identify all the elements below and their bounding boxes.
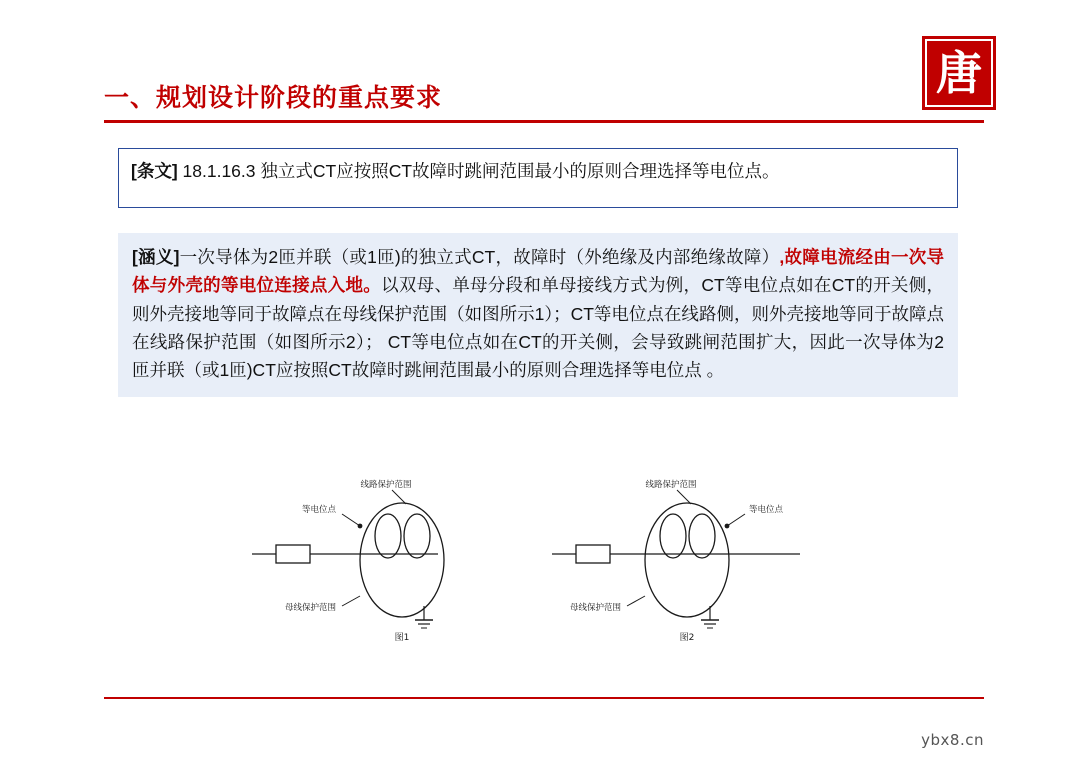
title-underline — [104, 120, 984, 123]
clause-number: 18.1.16.3 — [182, 161, 256, 181]
meaning-part2: 以双母、单母分段和单母接线方式为例，CT等电位点如在CT的开关侧，则外壳接地等同于故障点在母线保护范围（如图所示1）；CT等电位点在线路侧，则外壳接地等同于故障点在线路保护范围（如图所示2）； CT等电位点如在CT的开关侧，会导致跳闸范围扩大，因此一次导体为2匝并联（或1匝)CT应按照CT故障时跳闸范围最小的原则合理选择等电位点 。 — [132, 275, 945, 381]
meaning-text — [132, 243, 944, 385]
diagram-svg — [240, 468, 860, 668]
clause-box — [118, 148, 958, 208]
figure-2-caption: 图2 — [679, 633, 695, 643]
clause-text — [131, 158, 945, 185]
figure-1-label-bottom: 母线保护范围 — [284, 603, 336, 613]
figure-1-caption: 图1 — [394, 633, 410, 643]
page-title — [104, 78, 984, 123]
figure-1-label-left: 等电位点 — [301, 505, 336, 515]
watermark: ybx8.cn — [921, 731, 984, 749]
figure-2-label-top: 线路保护范围 — [645, 480, 697, 490]
clause-label: [条文] — [131, 161, 178, 181]
meaning-emphasis: ,故障电流经由一次导体与外壳的等电位连接点入地。 — [132, 247, 945, 296]
figure-area — [240, 468, 860, 668]
clause-body: 独立式CT应按照CT故障时跳闸范围最小的原则合理选择等电位点。 — [260, 161, 780, 181]
meaning-label: [涵义] — [132, 247, 180, 267]
figure-1 — [252, 479, 444, 643]
figure-1-label-top: 线路保护范围 — [360, 480, 412, 490]
page-title-text: 一、规划设计阶段的重点要求 — [104, 84, 443, 112]
meaning-part1: 一次导体为2匝并联（或1匝)的独立式CT，故障时（外绝缘及内部绝缘故障） — [179, 247, 780, 267]
footer-rule — [104, 697, 984, 700]
figure-2-label-bottom: 母线保护范围 — [569, 603, 621, 613]
figure-2 — [552, 479, 800, 643]
figure-2-label-right: 等电位点 — [749, 505, 784, 515]
meaning-box — [118, 233, 958, 397]
logo-glyph: 唐 — [925, 39, 993, 107]
